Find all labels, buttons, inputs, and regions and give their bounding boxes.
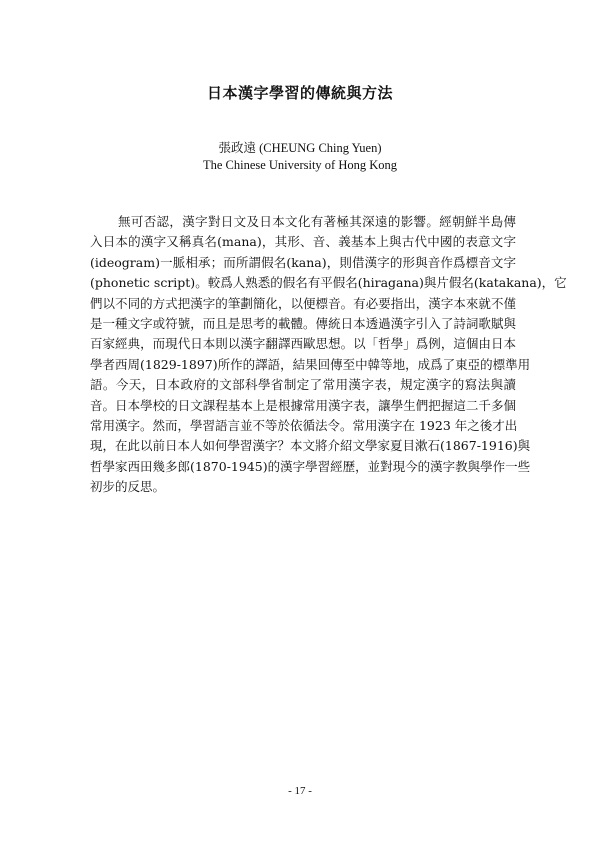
abstract-line: (ideogram)一脈相承；而所謂假名(kana)，則借漢字的形與音作爲標音文字 — [90, 254, 516, 270]
abstract-line: 哲學家西田幾多郎(1870-1945)的漢字學習經歷，並對現今的漢字教與學作一些 — [90, 458, 531, 474]
abstract-line: 音。日本學校的日文課程基本上是根據常用漢字表，讓學生們把握這二千多個 — [90, 397, 516, 413]
abstract-paragraph — [90, 212, 567, 497]
page-number: - 17 - — [288, 785, 312, 797]
abstract-line: 語。今天，日本政府的文部科學省制定了常用漢字表，規定漢字的寫法與讀 — [90, 377, 516, 393]
abstract-line: 常用漢字。然而，學習語言並不等於依循法令。常用漢字在 1923 年之後才出 — [90, 417, 518, 433]
abstract-line: 初步的反思。 — [90, 479, 166, 495]
paper-title: 日本漢字學習的傳統與方法 — [206, 84, 393, 102]
abstract-line: 無可否認，漢字對日文及日本文化有著極其深遠的影響。經朝鮮半島傳 — [118, 214, 516, 229]
abstract-line: 現，在此以前日本人如何學習漢字？本文將介紹文學家夏目漱石(1867-1916)與 — [90, 438, 531, 454]
abstract-line: 是一種文字或符號，而且是思考的載體。傳統日本透過漢字引入了詩詞歌賦與 — [90, 315, 516, 331]
author-affiliation: The Chinese University of Hong Kong — [202, 158, 398, 172]
abstract-line: 入日本的漢字又稱真名(mana)，其形、音、義基本上與古代中國的表意文字 — [90, 234, 516, 250]
abstract-line: 學者西周(1829-1897)所作的譯語，結果回傳至中韓等地，成爲了東亞的標準用 — [90, 356, 531, 372]
abstract-line: (phonetic script)。較爲人熟悉的假名有平假名(hiragana)與片假名(katakana)，它 — [90, 275, 567, 291]
abstract-line: 們以不同的方式把漢字的筆劃簡化，以便標音。有必要指出，漢字本來就不僅 — [90, 295, 516, 311]
author-name: 張政遠 (CHEUNG Ching Yuen) — [218, 141, 382, 155]
abstract-line: 百家經典，而現代日本則以漢字翻譯西歐思想。以「哲學」爲例，這個由日本 — [90, 336, 516, 352]
